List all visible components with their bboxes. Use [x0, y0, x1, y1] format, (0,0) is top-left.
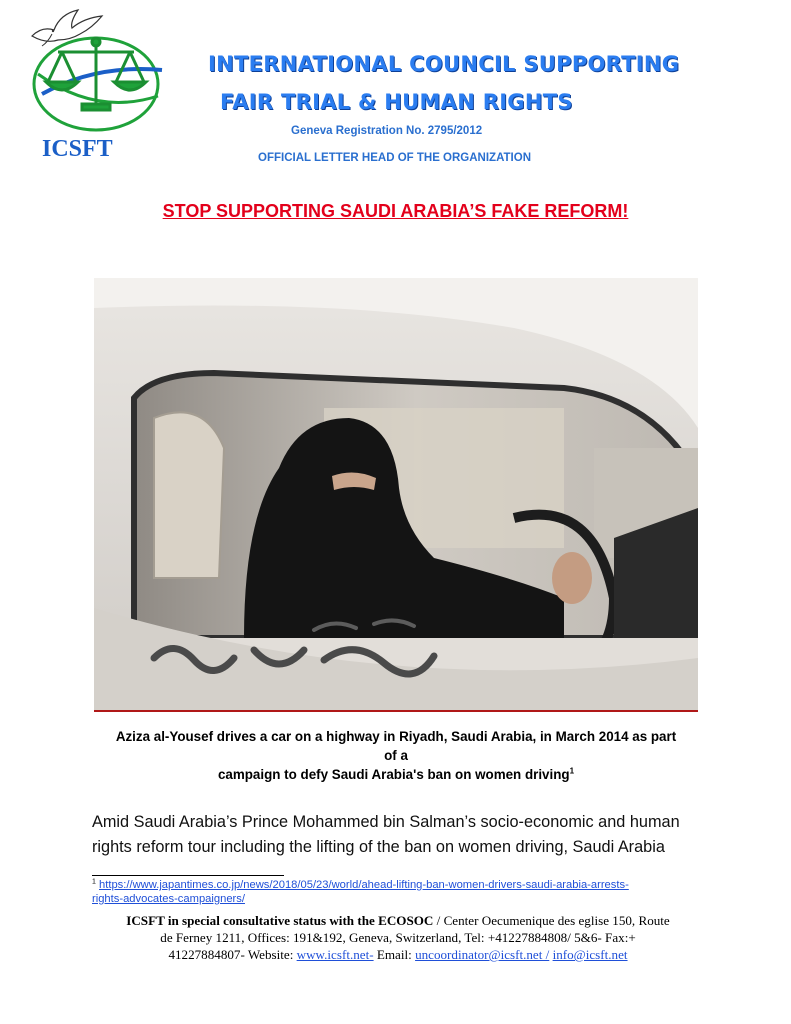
scales-of-justice-icon — [46, 38, 146, 110]
footnote-url-link[interactable]: https://www.japantimes.co.jp/news/2018/05/23/world/ahead-lifting-ban-women-drivers-saudi-arabia-arrests- — [99, 879, 629, 891]
footnote-url-link-cont[interactable]: rights-advocates-campaigners/ — [92, 893, 245, 905]
footer-address-a: / Center Oecumenique des eglise 150, Route — [433, 913, 670, 928]
footnote — [92, 878, 712, 906]
organization-name-line1: INTERNATIONAL COUNCIL SUPPORTING — [208, 52, 680, 76]
footer-website-link[interactable]: www.icsft.net- — [296, 947, 374, 962]
organization-name-line2: FAIR TRIAL & HUMAN RIGHTS — [220, 90, 573, 114]
footnote-line2 — [92, 892, 712, 906]
footer-line2: de Ferney 1211, Offices: 191&192, Geneva, Switzerland, Tel: +41227884808/ 5&6- Fax:+ — [160, 930, 636, 945]
footnote-number: 1 — [92, 878, 96, 886]
footer-status: ICSFT in special consultative status with the ECOSOC — [126, 913, 434, 928]
caption-line1: Aziza al-Yousef drives a car on a highway in Riyadh, Saudi Arabia, in March 2014 as part of a — [115, 729, 677, 763]
logo-text: ICSFT — [42, 136, 113, 162]
headline: STOP SUPPORTING SAUDI ARABIA’S FAKE REFORM! — [162, 201, 629, 221]
photo-divider — [94, 710, 698, 712]
caption-footnote-ref[interactable]: 1 — [569, 766, 575, 776]
registration-number: Geneva Registration No. 2795/2012 — [291, 125, 483, 137]
footer-line3 — [86, 946, 710, 963]
letterhead-note: OFFICIAL LETTER HEAD OF THE ORGANIZATION — [258, 152, 532, 164]
footnote-line1 — [92, 878, 712, 892]
body-line2: rights reform tour including the lifting of the ban on women driving, Saudi Arabia — [92, 838, 665, 856]
photo-caption — [110, 727, 682, 784]
footnote-separator — [92, 875, 284, 876]
woman-driving-photo — [94, 278, 698, 710]
footer-email-link-2[interactable]: info@icsft.net — [552, 947, 628, 962]
body-line1: Amid Saudi Arabia’s Prince Mohammed bin Salman’s socio-economic and human — [92, 813, 680, 831]
footer-email-link-1[interactable]: uncoordinator@icsft.net / — [415, 947, 550, 962]
caption-line2-text: campaign to defy Saudi Arabia's ban on women driving — [217, 767, 570, 782]
caption-line2 — [110, 765, 682, 784]
footer-website-label: 41227884807- Website: — [168, 947, 297, 962]
page-footer — [86, 912, 710, 963]
body-paragraph — [92, 810, 712, 860]
footer-line1 — [86, 912, 710, 929]
organization-logo — [22, 4, 182, 164]
footer-email-label: Email: — [373, 947, 416, 962]
